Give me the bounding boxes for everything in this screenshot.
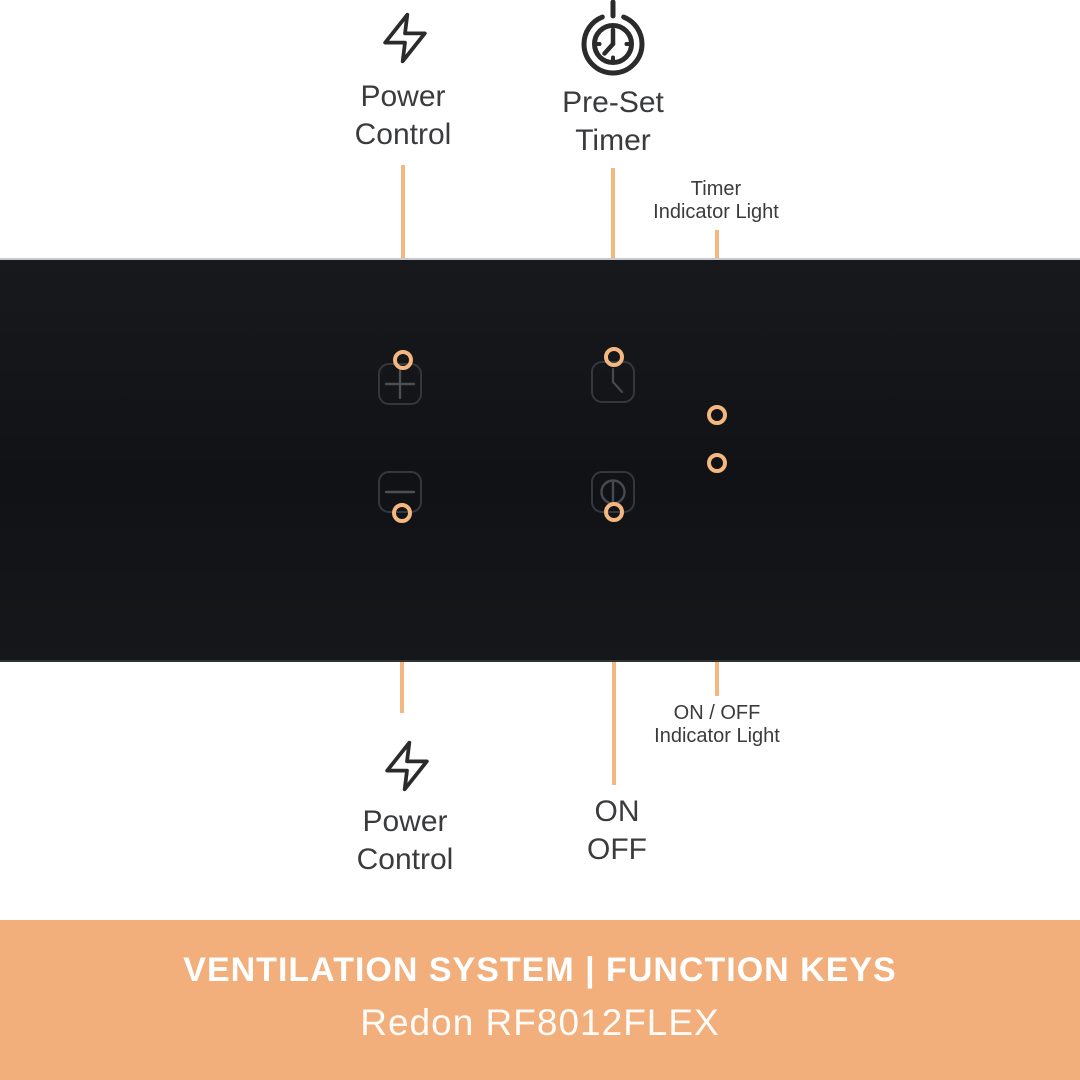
bottom-power-control-label: Power Control bbox=[356, 805, 454, 876]
lightning-bolt-icon bbox=[379, 726, 435, 811]
footer-band bbox=[0, 920, 1080, 1080]
footer-title: VENTILATION SYSTEM | FUNCTION KEYS bbox=[183, 951, 897, 989]
timer-indicator-label: Timer Indicator Light bbox=[653, 178, 779, 223]
callout-ring-minus-key bbox=[392, 503, 412, 523]
on-off-indicator-light bbox=[707, 453, 727, 473]
callout-ring-timer-key bbox=[604, 347, 624, 367]
lightning-bolt-icon bbox=[377, 0, 433, 81]
timer-indicator-light bbox=[707, 405, 727, 425]
top-power-control-label: Power Control bbox=[354, 80, 452, 151]
preset-timer-label: Pre-Set Timer bbox=[562, 86, 664, 157]
onoff-indicator-label: ON / OFF Indicator Light bbox=[654, 702, 780, 747]
ventilation-touch-panel bbox=[0, 258, 1080, 662]
callout-ring-plus-key bbox=[393, 350, 413, 370]
preset-timer-key bbox=[591, 361, 635, 403]
callout-ring-onoff-key bbox=[604, 502, 624, 522]
footer-subtitle: Redon RF8012FLEX bbox=[360, 1002, 720, 1043]
preset-timer-icon bbox=[579, 0, 647, 85]
on-off-label: ON OFF bbox=[587, 795, 647, 866]
